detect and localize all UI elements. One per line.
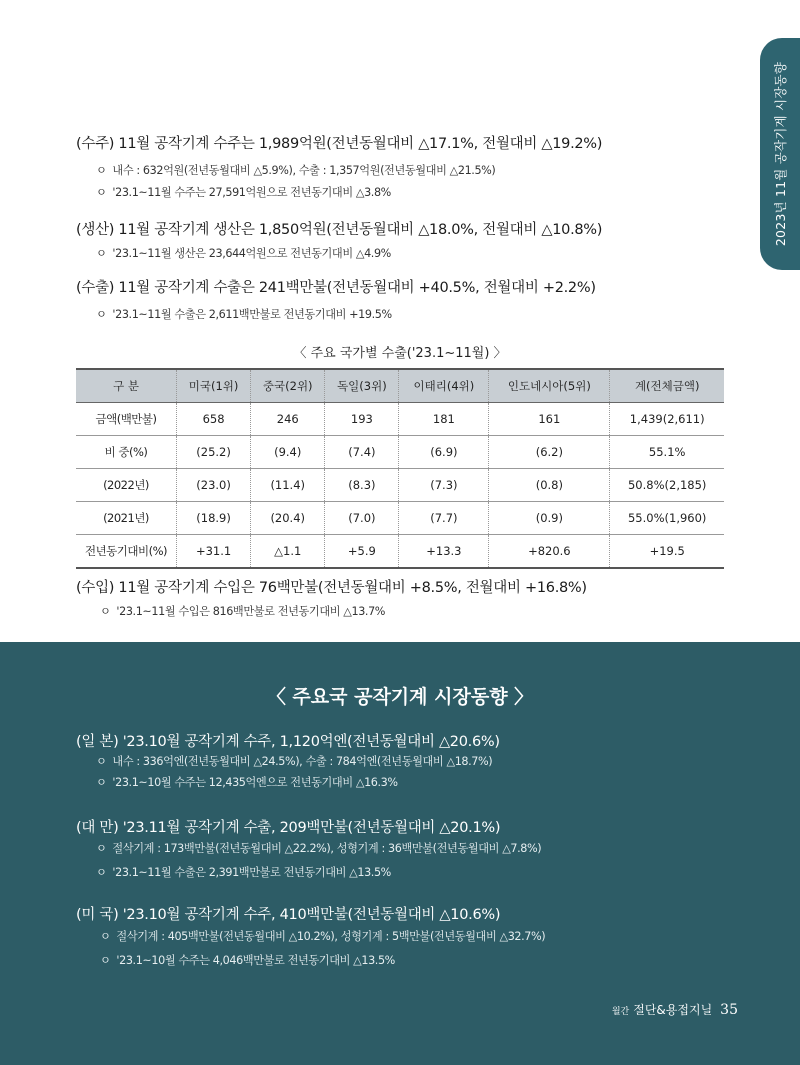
- table-cell: (2022년): [76, 469, 177, 502]
- bullet-icon: ㅇ: [100, 605, 111, 618]
- table-cell: 1,439(2,611): [610, 403, 724, 436]
- table-cell: (11.4): [251, 469, 325, 502]
- bullet-icon: ㅇ: [96, 755, 107, 768]
- section-heading-production: (생산) 11월 공작기계 생산은 1,850억원(전년동월대비 △18.0%, 전월대비 △10.8%): [76, 222, 603, 238]
- table-cell: 161: [489, 403, 610, 436]
- table-cell: 55.1%: [610, 436, 724, 469]
- bullet-icon: ㅇ: [96, 866, 107, 879]
- panel-heading-japan: (일 본) '23.10월 공작기계 수주, 1,120억엔(전년동월대비 △20.6%): [76, 734, 500, 750]
- table-header: 이태리(4위): [399, 369, 489, 403]
- table-cell: (2021년): [76, 502, 177, 535]
- panel-bullet: ㅇ 절삭기계 : 173백만불(전년동월대비 △22.2%), 성형기계 : 36백만불(전년동월대비 △7.8%): [96, 842, 542, 855]
- table-cell: (9.4): [251, 436, 325, 469]
- table-cell: (6.9): [399, 436, 489, 469]
- table-row: [76, 436, 724, 469]
- panel-heading-taiwan: (대 만) '23.11월 공작기계 수출, 209백만불(전년동월대비 △20.1%): [76, 820, 501, 836]
- bullet-icon: ㅇ: [96, 247, 107, 260]
- table-row: [76, 403, 724, 436]
- table-cell: 비 중(%): [76, 436, 177, 469]
- table-header: 인도네시아(5위): [489, 369, 610, 403]
- panel-bullet: ㅇ 절삭기계 : 405백만불(전년동월대비 △10.2%), 성형기계 : 5백만불(전년동월대비 △32.7%): [100, 930, 546, 943]
- panel-heading-usa: (미 국) '23.10월 공작기계 수주, 410백만불(전년동월대비 △10.6%): [76, 907, 501, 923]
- table-cell: (8.3): [325, 469, 399, 502]
- table-cell: (0.9): [489, 502, 610, 535]
- table-row: [76, 535, 724, 569]
- bullet-icon: ㅇ: [96, 842, 107, 855]
- bullet-icon: ㅇ: [96, 776, 107, 789]
- page-footer: [612, 1001, 738, 1018]
- table-cell: 193: [325, 403, 399, 436]
- table-cell: 658: [177, 403, 251, 436]
- panel-title: 〈 주요국 공작기계 시장동향 〉: [266, 686, 534, 708]
- export-by-country-table: [76, 368, 724, 569]
- table-cell: (20.4): [251, 502, 325, 535]
- side-tab: [760, 38, 800, 270]
- bullet-icon: ㅇ: [96, 164, 107, 177]
- table-header: 구 분: [76, 369, 177, 403]
- table-cell: (6.2): [489, 436, 610, 469]
- table-cell: 금액(백만불): [76, 403, 177, 436]
- table-cell: (7.3): [399, 469, 489, 502]
- table-cell: +820.6: [489, 535, 610, 569]
- table-cell: 55.0%(1,960): [610, 502, 724, 535]
- section-bullet: ㅇ '23.1~11월 수주는 27,591억원으로 전년동기대비 △3.8%: [96, 186, 391, 199]
- section-heading-orders: (수주) 11월 공작기계 수주는 1,989억원(전년동월대비 △17.1%, 전월대비 △19.2%): [76, 136, 603, 152]
- table-cell: △1.1: [251, 535, 325, 569]
- table-cell: (7.0): [325, 502, 399, 535]
- section-heading-export: (수출) 11월 공작기계 수출은 241백만불(전년동월대비 +40.5%, 전월대비 +2.2%): [76, 280, 596, 296]
- table-cell: (7.7): [399, 502, 489, 535]
- section-heading-import: (수입) 11월 공작기계 수입은 76백만불(전년동월대비 +8.5%, 전월대비 +16.8%): [76, 580, 587, 596]
- table-cell: +19.5: [610, 535, 724, 569]
- bullet-icon: ㅇ: [96, 308, 107, 321]
- section-bullet: ㅇ '23.1~11월 생산은 23,644억원으로 전년동기대비 △4.9%: [96, 247, 391, 260]
- side-tab-label: 2023년 11월 공작기계 시장동향: [773, 61, 788, 247]
- table-cell: +5.9: [325, 535, 399, 569]
- panel-bullet: ㅇ '23.1~11월 수출은 2,391백만불로 전년동기대비 △13.5%: [96, 866, 391, 879]
- section-bullet: ㅇ '23.1~11월 수입은 816백만불로 전년동기대비 △13.7%: [100, 605, 386, 618]
- bullet-icon: ㅇ: [100, 930, 111, 943]
- table-cell: (23.0): [177, 469, 251, 502]
- table-cell: +13.3: [399, 535, 489, 569]
- footer-magazine-title: 절단&용접지닐: [633, 1003, 713, 1017]
- panel-bullet: ㅇ '23.1~10월 수주는 12,435억엔으로 전년동기대비 △16.3%: [96, 776, 398, 789]
- table-header: 중국(2위): [251, 369, 325, 403]
- table-cell: +31.1: [177, 535, 251, 569]
- table-caption: 〈 주요 국가별 수출('23.1~11월) 〉: [293, 346, 507, 361]
- page-number: 35: [720, 1002, 738, 1018]
- table-header: 독일(3위): [325, 369, 399, 403]
- footer-monthly: 월간: [611, 1007, 630, 1017]
- panel-bullet: ㅇ 내수 : 336억엔(전년동월대비 △24.5%), 수출 : 784억엔(전년동월대비 △18.7%): [96, 755, 493, 768]
- panel-bullet: ㅇ '23.1~10월 수주는 4,046백만불로 전년동기대비 △13.5%: [100, 954, 395, 967]
- bullet-icon: ㅇ: [96, 186, 107, 199]
- table-cell: (0.8): [489, 469, 610, 502]
- table-cell: 전년동기대비(%): [76, 535, 177, 569]
- table-cell: 246: [251, 403, 325, 436]
- table-header: 미국(1위): [177, 369, 251, 403]
- table-cell: (18.9): [177, 502, 251, 535]
- table-row: [76, 502, 724, 535]
- table-cell: (7.4): [325, 436, 399, 469]
- table-header-row: [76, 369, 724, 403]
- table-header: 계(전체금액): [610, 369, 724, 403]
- table-cell: 50.8%(2,185): [610, 469, 724, 502]
- section-bullet: ㅇ 내수 : 632억원(전년동월대비 △5.9%), 수출 : 1,357억원(전년동월대비 △21.5%): [96, 164, 496, 177]
- table-row: [76, 469, 724, 502]
- table-cell: 181: [399, 403, 489, 436]
- bullet-icon: ㅇ: [100, 954, 111, 967]
- section-bullet: ㅇ '23.1~11월 수출은 2,611백만불로 전년동기대비 +19.5%: [96, 308, 392, 321]
- table-cell: (25.2): [177, 436, 251, 469]
